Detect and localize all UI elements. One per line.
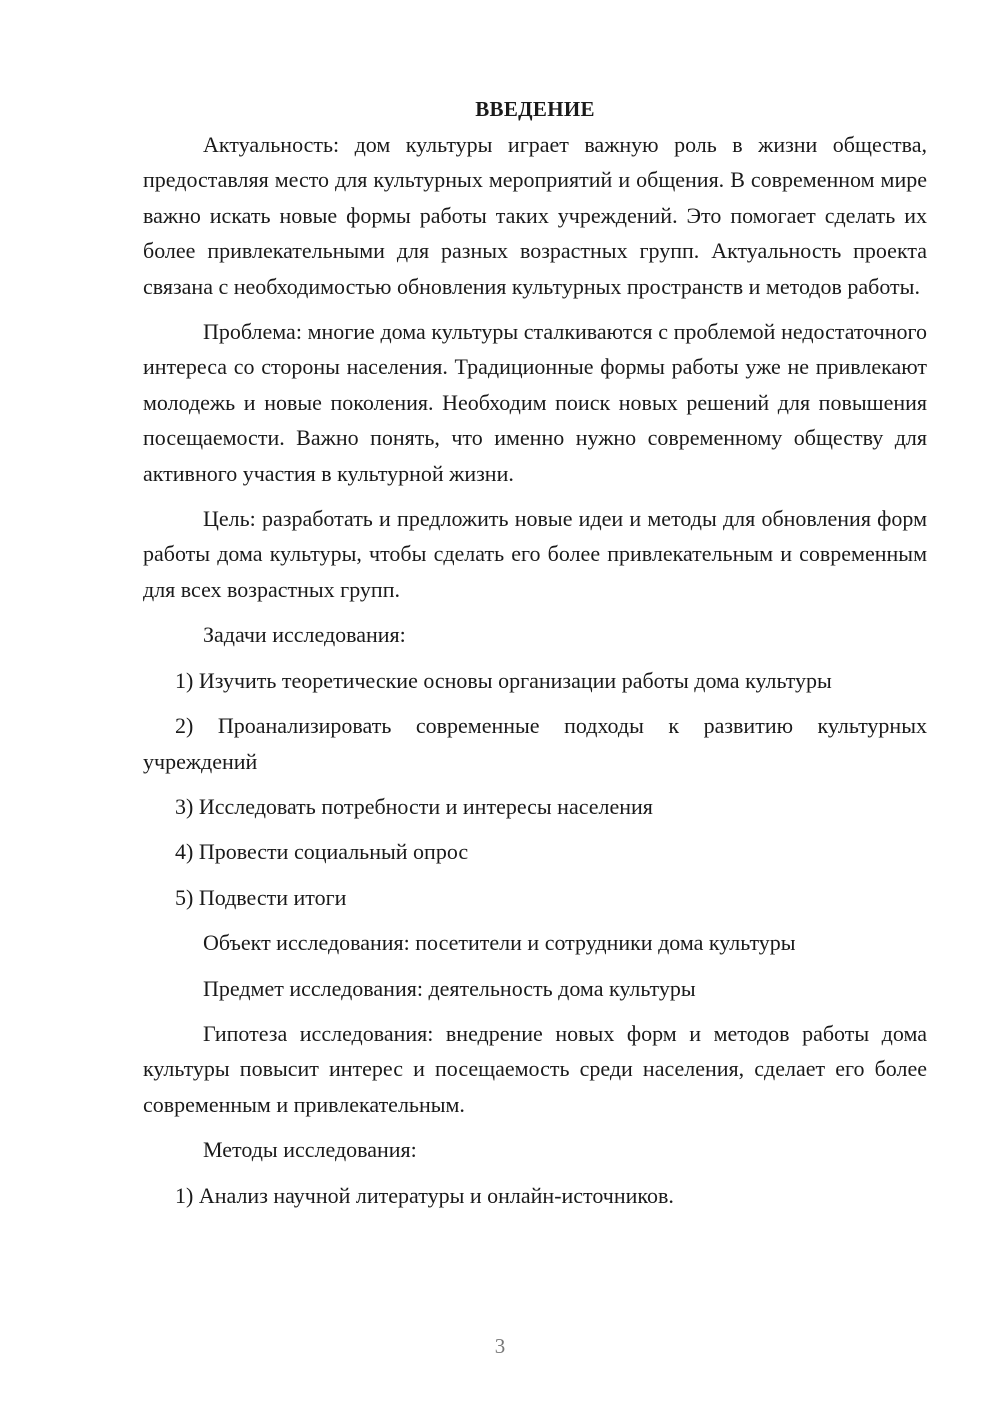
problem-paragraph: Проблема: многие дома культуры сталкиваются с проблемой недостаточного интереса со стороны населения. Традиционные формы работы уже не привлекают молодежь и новые поколения. Необходим поиск новых решений для повышения посещаемости. Важно понять, что именно нужно современному обществу для активного участия в культурной жизни.: [143, 319, 927, 486]
methods-heading: Методы исследования:: [203, 1137, 417, 1163]
task-item: 5) Подвести итоги: [175, 884, 347, 910]
goal-paragraph: Цель: разработать и предложить новые идеи и методы для обновления форм работы дома культуры, чтобы сделать его более привлекательным и современным для всех возрастных групп.: [143, 506, 927, 602]
research-subject: Предмет исследования: деятельность дома культуры: [203, 975, 696, 1001]
tasks-heading: Задачи исследования:: [203, 622, 406, 648]
research-hypothesis: Гипотеза исследования: внедрение новых форм и методов работы дома культуры повысит интерес и посещаемость среди населения, сделает его более современным и привлекательным.: [143, 1020, 927, 1117]
relevance-paragraph: Актуальность: дом культуры играет важную роль в жизни общества, предоставляя место для культурных мероприятий и общения. В современном мире важно искать новые формы работы таких учреждений. Это помогает сделать их более привлекательными для разных возрастных групп. Актуальность проекта связана с необходимостью обновления культурных пространств и методов работы.: [143, 132, 927, 299]
method-item: 1) Анализ научной литературы и онлайн-источников.: [175, 1182, 674, 1208]
page-number: 3: [494, 1334, 506, 1358]
task-item: 3) Исследовать потребности и интересы населения: [175, 793, 653, 819]
section-title: ВВЕДЕНИЕ: [475, 97, 595, 121]
task-item: 2) Проанализировать современные подходы к развитию культурных учреждений: [143, 713, 927, 774]
document-page: [143, 92, 927, 1223]
task-item: 1) Изучить теоретические основы организации работы дома культуры: [175, 667, 832, 693]
research-object: Объект исследования: посетители и сотрудники дома культуры: [203, 930, 796, 956]
task-item: 4) Провести социальный опрос: [175, 839, 469, 865]
